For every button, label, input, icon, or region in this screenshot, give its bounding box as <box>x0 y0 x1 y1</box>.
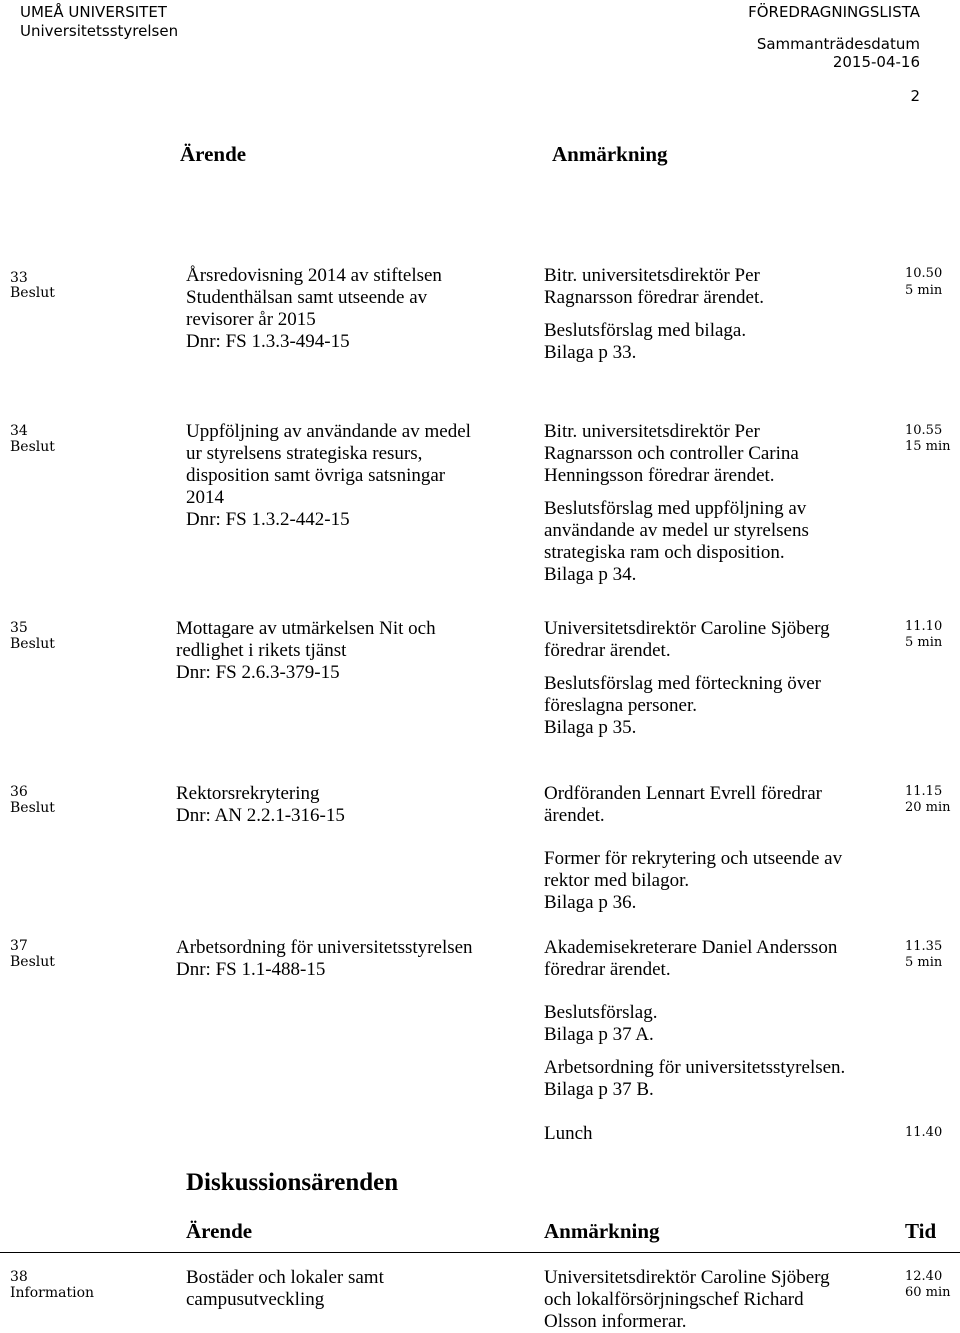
item-title: Bostäder och lokaler samt campusutveckling <box>186 1267 384 1310</box>
page-number: 2 <box>910 87 920 105</box>
item-title: Rektorsrekrytering Dnr: AN 2.2.1-316-15 <box>176 783 345 826</box>
item-presenter-note: Akademisekreterare Daniel Andersson föredrar ärendet. <box>544 937 838 980</box>
item-title: Mottagare av utmärkelsen Nit och redlighet i rikets tjänst Dnr: FS 2.6.3-379-15 <box>176 618 436 683</box>
item-proposal-note: Former för rekrytering och utseende av rektor med bilagor. Bilaga p 36. <box>544 848 843 913</box>
item-number: 33 <box>10 270 28 286</box>
item-type: Beslut <box>10 800 55 816</box>
item-presenter-note: Universitetsdirektör Caroline Sjöberg och lokalförsörjningschef Richard Olsson informerar. <box>544 1267 830 1332</box>
item-time: 12.40 <box>905 1269 943 1284</box>
item-title: Arbetsordning för universitetsstyrelsen Dnr: FS 1.1-488-15 <box>176 937 473 980</box>
meeting-date-label: Sammanträdesdatum <box>756 35 920 53</box>
item-presenter-note: Ordföranden Lennart Evrell föredrar ärendet. <box>544 783 822 826</box>
item-number: 38 <box>10 1269 28 1285</box>
item-type: Information <box>10 1285 95 1301</box>
discussion-column-heading-remark: Anmärkning <box>544 1219 660 1243</box>
item-duration: 20 min <box>905 800 951 815</box>
discussion-column-heading-item: Ärende <box>186 1219 253 1243</box>
discussion-heading: Diskussionsärenden <box>186 1169 399 1196</box>
table-top-rule <box>0 1252 960 1253</box>
university-name: UMEÅ UNIVERSITET <box>20 3 167 21</box>
item-type: Beslut <box>10 954 55 970</box>
board-name: Universitetsstyrelsen <box>20 22 179 40</box>
item-title: Årsredovisning 2014 av stiftelsen Studenthälsan samt utseende av revisorer år 2015 Dnr: FS 1.3.3-494-15 <box>186 265 442 352</box>
item-time: 11.15 <box>905 784 943 799</box>
item-attachment-note: Arbetsordning för universitetsstyrelsen. Bilaga p 37 B. <box>544 1057 846 1100</box>
item-type: Beslut <box>10 439 55 455</box>
item-number: 34 <box>10 423 28 439</box>
item-time: 10.55 <box>905 423 943 438</box>
meeting-date: 2015-04-16 <box>832 53 920 71</box>
item-presenter-note: Universitetsdirektör Caroline Sjöberg föredrar ärendet. <box>544 618 830 661</box>
document-type: FÖREDRAGNINGSLISTA <box>748 3 920 21</box>
discussion-column-heading-time: Tid <box>905 1219 937 1243</box>
item-number: 35 <box>10 620 28 636</box>
item-duration: 60 min <box>905 1285 951 1300</box>
item-duration: 5 min <box>905 635 943 650</box>
item-duration: 15 min <box>905 439 951 454</box>
item-proposal-note: Beslutsförslag. Bilaga p 37 A. <box>544 1002 658 1045</box>
item-duration: 5 min <box>905 283 943 298</box>
lunch-time: 11.40 <box>905 1125 943 1140</box>
item-duration: 5 min <box>905 955 943 970</box>
item-number: 36 <box>10 784 28 800</box>
column-heading-item: Ärende <box>180 142 247 166</box>
column-heading-remark: Anmärkning <box>552 142 668 166</box>
item-time: 11.35 <box>905 939 943 954</box>
item-proposal-note: Beslutsförslag med bilaga. Bilaga p 33. <box>544 320 747 363</box>
item-time: 11.10 <box>905 619 943 634</box>
item-type: Beslut <box>10 636 55 652</box>
lunch-label: Lunch <box>544 1123 593 1144</box>
item-time: 10.50 <box>905 266 943 281</box>
item-presenter-note: Bitr. universitetsdirektör Per Ragnarsson och controller Carina Henningsson föredrar ärendet. <box>544 421 799 486</box>
item-title: Uppföljning av användande av medel ur styrelsens strategiska resurs, disposition samt övriga satsningar 2014 Dnr: FS 1.3.2-442-15 <box>186 421 471 530</box>
item-proposal-note: Beslutsförslag med förteckning över föreslagna personer. Bilaga p 35. <box>544 673 822 738</box>
item-type: Beslut <box>10 285 55 301</box>
item-proposal-note: Beslutsförslag med uppföljning av användande av medel ur styrelsens strategiska ram och disposition. Bilaga p 34. <box>544 498 809 585</box>
item-number: 37 <box>10 938 28 954</box>
item-presenter-note: Bitr. universitetsdirektör Per Ragnarsson föredrar ärendet. <box>544 265 764 308</box>
